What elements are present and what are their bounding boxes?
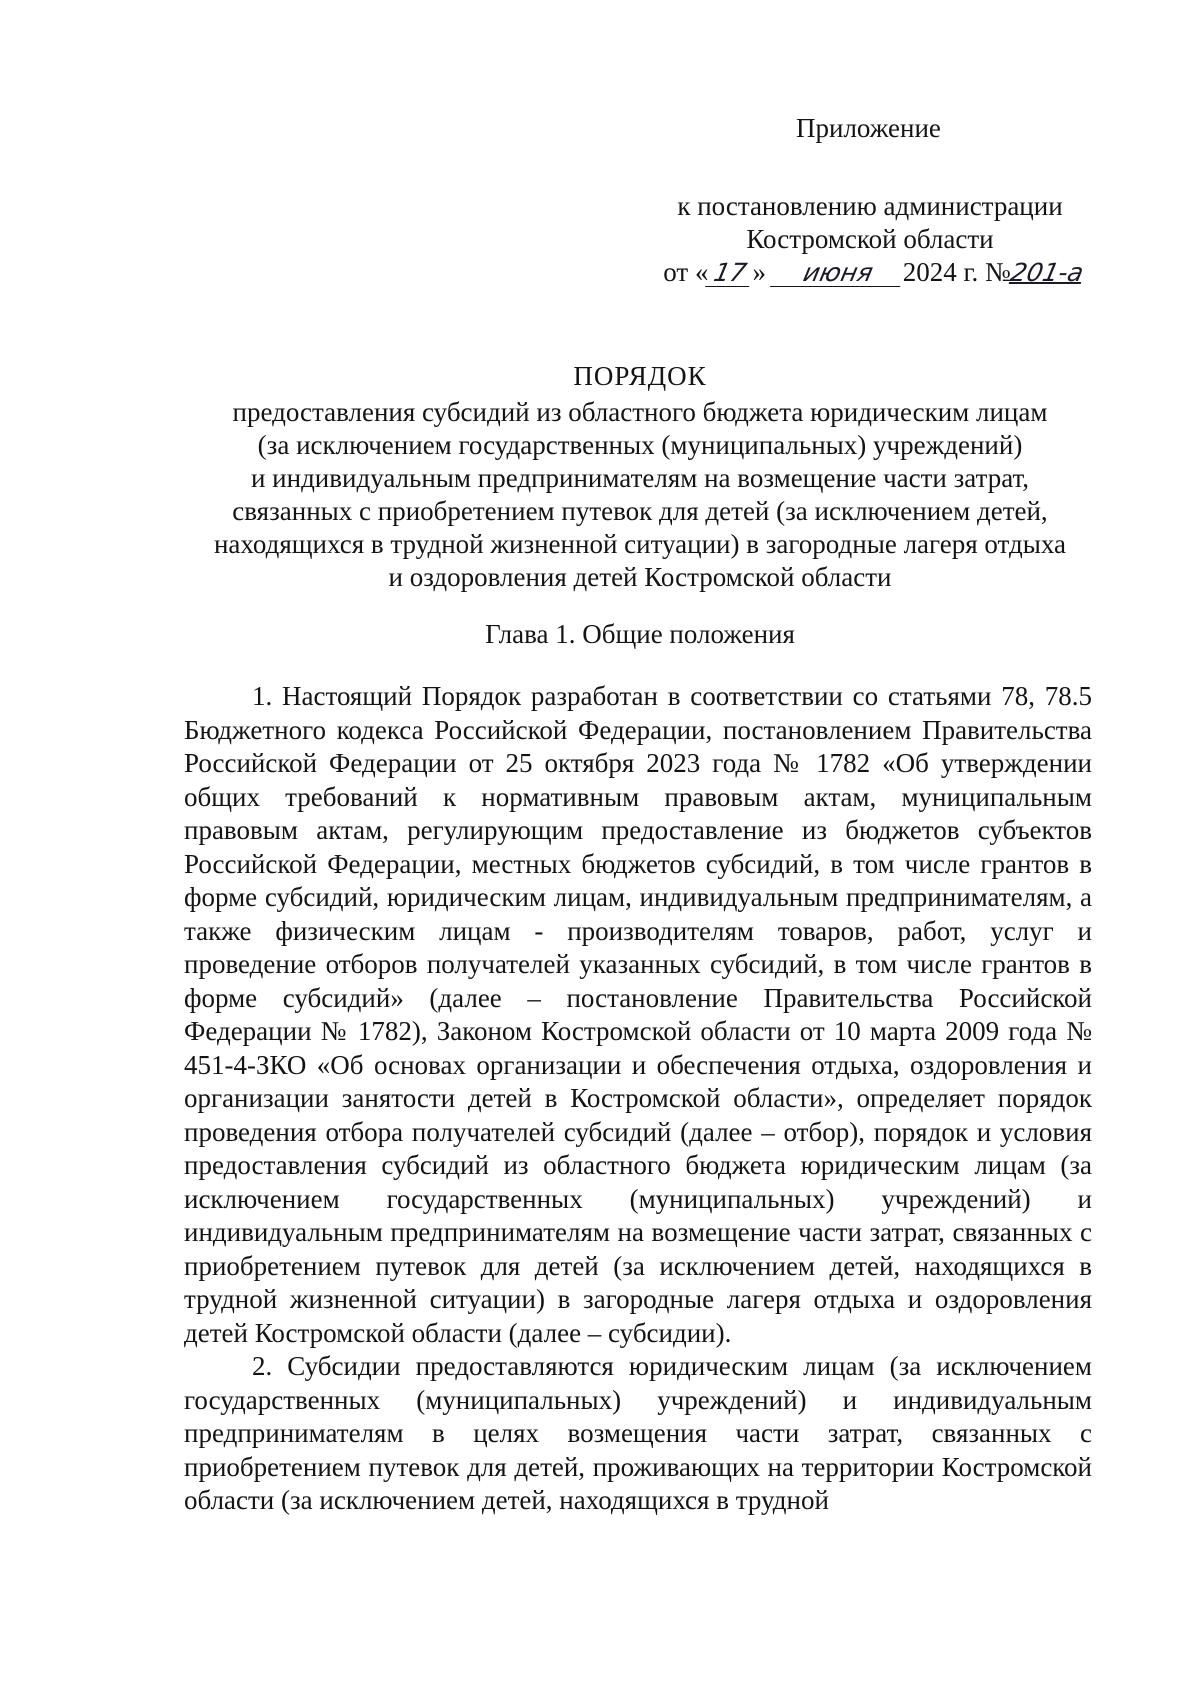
decree-reference: [600, 190, 1140, 289]
title-line: и индивидуальным предпринимателям на возмещение части затрат,: [250, 463, 1030, 493]
paragraph-1: 1. Настоящий Порядок разработан в соответствии со статьями 78, 78.5 Бюджетного кодекса Российской Федерации, постановлением Правительства Российской Федерации от 25 октября 2023 года № 1782 «Об утверждении общих требований к нормативным правовым актам, муниципальным правовым актам, регулирующим предоставление из бюджетов субъектов Российской Федерации, местных бюджетов субсидий, в том числе грантов в форме субсидий, юридическим лицам, индивидуальным предпринимателям, а также физическим лицам - производителям товаров, работ, услуг и проведение отборов получателей указанных субсидий, в том числе грантов в форме субсидий» (далее – постановление Правительства Российской Федерации № 1782), Законом Костромской области от 10 марта 2009 года № 451-4-ЗКО «Об основах организации и обеспечения отдыха, оздоровления и организации занятости детей в Костромской области», определяет порядок проведения отбора получателей субсидий (далее – отбор), порядок и условия предоставления субсидий из областного бюджета юридическим лицам (за исключением государственных (муниципальных) учреждений) и индивидуальным предпринимателям на возмещение части затрат, связанных с приобретением путевок для детей (за исключением детей, находящихся в трудной жизненной ситуации) в загородные лагеря отдыха и оздоровления детей Костромской области (далее – субсидии).: [184, 681, 1092, 1348]
document-title: [150, 360, 1130, 594]
title-line: (за исключением государственных (муниципальных) учреждений): [257, 430, 1023, 460]
reference-line-1: к постановлению администрации: [677, 191, 1063, 221]
chapter-heading: Глава 1. Общие положения: [485, 619, 795, 649]
handwritten-day: 17: [706, 260, 756, 287]
handwritten-month: июня: [770, 260, 906, 287]
paragraph-2: 2. Субсидии предоставляются юридическим лицам (за исключением государственных (муниципальных) учреждений) и индивидуальным предпринимателям в целях возмещения части затрат, связанных с приобретением путевок для детей, проживающих на территории Костромской области (за исключением детей, находящихся в трудной: [184, 1351, 1092, 1515]
title-line: предоставления субсидий из областного бюджета юридическим лицам: [232, 397, 1048, 427]
appendix-label: Приложение: [796, 113, 941, 143]
title-line: связанных с приобретением путевок для детей (за исключением детей,: [232, 496, 1048, 526]
title-line: и оздоровления детей Костромской области: [388, 562, 892, 592]
title-line: находящихся в трудной жизненной ситуации) в загородные лагеря отдыха: [213, 529, 1066, 559]
reference-line-2: Костромской области: [746, 224, 994, 254]
date-prefix: от «: [663, 257, 709, 287]
reference-date-line: [600, 256, 1140, 289]
year-part: 2024 г. №: [902, 257, 1011, 287]
body-text: [184, 680, 1092, 1518]
handwritten-number: 201-а: [1007, 258, 1087, 287]
date-mid: »: [752, 257, 766, 287]
title-main: ПОРЯДОК: [573, 361, 707, 391]
